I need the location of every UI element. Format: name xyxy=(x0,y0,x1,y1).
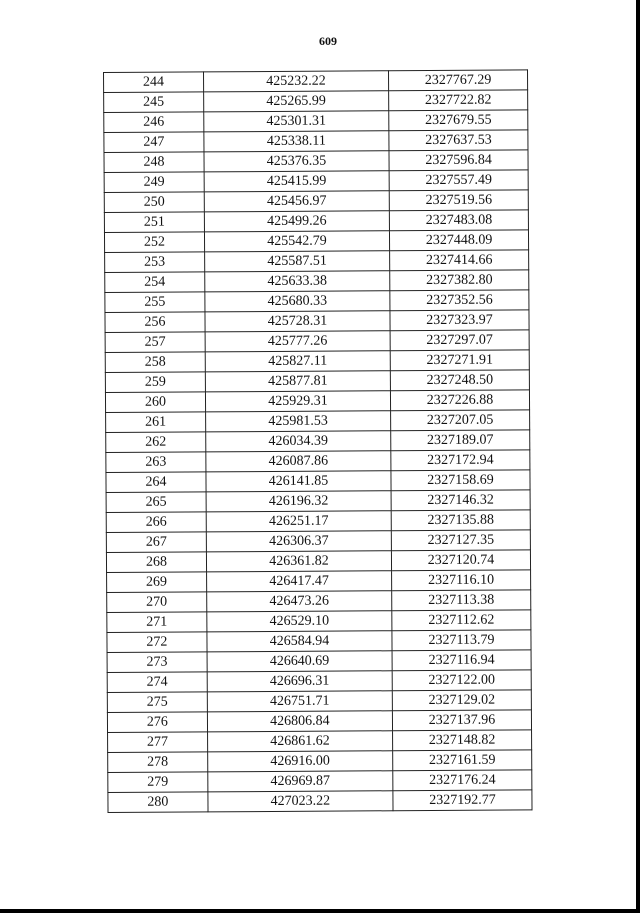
x-coordinate-cell: 425499.26 xyxy=(204,211,389,232)
point-number-cell: 268 xyxy=(106,552,206,573)
y-coordinate-cell: 2327176.24 xyxy=(393,770,532,791)
y-coordinate-cell: 2327271.91 xyxy=(390,350,529,371)
y-coordinate-cell: 2327382.80 xyxy=(390,270,529,291)
table-row xyxy=(108,730,532,753)
point-number-cell: 259 xyxy=(105,372,205,393)
x-coordinate-cell: 425542.79 xyxy=(204,231,389,252)
y-coordinate-cell: 2327137.96 xyxy=(392,710,531,731)
x-coordinate-cell: 425265.99 xyxy=(203,91,388,112)
x-coordinate-cell: 426529.10 xyxy=(207,611,392,632)
y-coordinate-cell: 2327207.05 xyxy=(391,410,530,431)
table-row xyxy=(106,430,530,453)
table-row xyxy=(104,170,528,193)
point-number-cell: 256 xyxy=(105,312,205,333)
x-coordinate-cell: 426969.87 xyxy=(208,771,393,792)
table-row xyxy=(104,150,528,173)
y-coordinate-cell: 2327637.53 xyxy=(389,130,528,151)
table-row xyxy=(104,210,528,233)
table-row xyxy=(106,470,530,493)
table-row xyxy=(104,90,528,113)
point-number-cell: 254 xyxy=(105,272,205,293)
x-coordinate-cell: 426251.17 xyxy=(206,511,391,532)
point-number-cell: 273 xyxy=(107,652,207,673)
point-number-cell: 276 xyxy=(107,712,207,733)
table-row xyxy=(105,350,529,373)
point-number-cell: 248 xyxy=(104,152,204,173)
table-row xyxy=(104,190,528,213)
point-number-cell: 280 xyxy=(108,792,208,813)
point-number-cell: 275 xyxy=(107,692,207,713)
y-coordinate-cell: 2327192.77 xyxy=(393,790,532,811)
table-row xyxy=(106,490,530,513)
x-coordinate-cell: 425827.11 xyxy=(205,351,390,372)
point-number-cell: 255 xyxy=(105,292,205,313)
y-coordinate-cell: 2327120.74 xyxy=(391,550,530,571)
table-row xyxy=(104,70,528,93)
point-number-cell: 267 xyxy=(106,532,206,553)
x-coordinate-cell: 426640.69 xyxy=(207,651,392,672)
point-number-cell: 266 xyxy=(106,512,206,533)
y-coordinate-cell: 2327557.49 xyxy=(389,170,528,191)
point-number-cell: 249 xyxy=(104,172,204,193)
y-coordinate-cell: 2327172.94 xyxy=(391,450,530,471)
x-coordinate-cell: 426087.86 xyxy=(206,451,391,472)
x-coordinate-cell: 425929.31 xyxy=(205,391,390,412)
point-number-cell: 258 xyxy=(105,352,205,373)
table-row xyxy=(105,390,529,413)
y-coordinate-cell: 2327135.88 xyxy=(391,510,530,531)
y-coordinate-cell: 2327113.79 xyxy=(392,630,531,651)
point-number-cell: 264 xyxy=(106,472,206,493)
x-coordinate-cell: 426417.47 xyxy=(206,571,391,592)
point-number-cell: 251 xyxy=(104,212,204,233)
table-row xyxy=(106,530,530,553)
table-row xyxy=(107,710,531,733)
x-coordinate-cell: 425728.31 xyxy=(205,311,390,332)
y-coordinate-cell: 2327148.82 xyxy=(393,730,532,751)
y-coordinate-cell: 2327116.10 xyxy=(392,570,531,591)
table-row xyxy=(105,330,529,353)
table-row xyxy=(105,370,529,393)
y-coordinate-cell: 2327113.38 xyxy=(392,590,531,611)
x-coordinate-cell: 425232.22 xyxy=(203,71,388,92)
y-coordinate-cell: 2327146.32 xyxy=(391,490,530,511)
point-number-cell: 270 xyxy=(107,592,207,613)
table-row xyxy=(106,450,530,473)
table-row xyxy=(106,550,530,573)
x-coordinate-cell: 426034.39 xyxy=(206,431,391,452)
x-coordinate-cell: 426696.31 xyxy=(207,671,392,692)
point-number-cell: 272 xyxy=(107,632,207,653)
point-number-cell: 252 xyxy=(104,232,204,253)
point-number-cell: 253 xyxy=(105,252,205,273)
table-row xyxy=(107,590,531,613)
point-number-cell: 247 xyxy=(104,132,204,153)
table-row xyxy=(104,110,528,133)
x-coordinate-cell: 426861.62 xyxy=(207,731,392,752)
point-number-cell: 250 xyxy=(104,192,204,213)
point-number-cell: 279 xyxy=(108,772,208,793)
x-coordinate-cell: 425415.99 xyxy=(204,171,389,192)
x-coordinate-cell: 425777.26 xyxy=(205,331,390,352)
x-coordinate-cell: 426306.37 xyxy=(206,531,391,552)
table-row xyxy=(105,270,529,293)
x-coordinate-cell: 426916.00 xyxy=(208,751,393,772)
x-coordinate-cell: 425680.33 xyxy=(205,291,390,312)
x-coordinate-cell: 425376.35 xyxy=(204,151,389,172)
y-coordinate-cell: 2327122.00 xyxy=(392,670,531,691)
page-number: 609 xyxy=(319,34,337,48)
x-coordinate-cell: 425981.53 xyxy=(205,411,390,432)
x-coordinate-cell: 426806.84 xyxy=(207,711,392,732)
table-row xyxy=(104,230,528,253)
y-coordinate-cell: 2327248.50 xyxy=(390,370,529,391)
y-coordinate-cell: 2327767.29 xyxy=(389,70,528,91)
x-coordinate-cell: 425338.11 xyxy=(204,131,389,152)
y-coordinate-cell: 2327679.55 xyxy=(389,110,528,131)
table-row xyxy=(106,410,530,433)
table-row xyxy=(107,630,531,653)
y-coordinate-cell: 2327112.62 xyxy=(392,610,531,631)
table-row xyxy=(107,570,531,593)
x-coordinate-cell: 425301.31 xyxy=(204,111,389,132)
point-number-cell: 277 xyxy=(108,732,208,753)
point-number-cell: 244 xyxy=(104,72,204,93)
point-number-cell: 261 xyxy=(106,412,206,433)
y-coordinate-cell: 2327161.59 xyxy=(393,750,532,771)
y-coordinate-cell: 2327189.07 xyxy=(391,430,530,451)
point-number-cell: 274 xyxy=(107,672,207,693)
y-coordinate-cell: 2327323.97 xyxy=(390,310,529,331)
y-coordinate-cell: 2327127.35 xyxy=(391,530,530,551)
point-number-cell: 260 xyxy=(105,392,205,413)
y-coordinate-cell: 2327116.94 xyxy=(392,650,531,671)
table-row xyxy=(107,650,531,673)
point-number-cell: 269 xyxy=(107,572,207,593)
table-row xyxy=(108,750,532,773)
table-row xyxy=(107,610,531,633)
point-number-cell: 278 xyxy=(108,752,208,773)
y-coordinate-cell: 2327483.08 xyxy=(389,210,528,231)
x-coordinate-cell: 426473.26 xyxy=(207,591,392,612)
y-coordinate-cell: 2327519.56 xyxy=(389,190,528,211)
x-coordinate-cell: 425633.38 xyxy=(205,271,390,292)
point-number-cell: 245 xyxy=(104,92,204,113)
point-number-cell: 246 xyxy=(104,112,204,133)
table-row xyxy=(105,250,529,273)
y-coordinate-cell: 2327414.66 xyxy=(390,250,529,271)
table-row xyxy=(105,310,529,333)
x-coordinate-cell: 426584.94 xyxy=(207,631,392,652)
table-row xyxy=(108,790,532,813)
coordinate-table xyxy=(103,69,533,813)
y-coordinate-cell: 2327596.84 xyxy=(389,150,528,171)
x-coordinate-cell: 426751.71 xyxy=(207,691,392,712)
point-number-cell: 271 xyxy=(107,612,207,633)
x-coordinate-cell: 425877.81 xyxy=(205,371,390,392)
y-coordinate-cell: 2327352.56 xyxy=(390,290,529,311)
point-number-cell: 265 xyxy=(106,492,206,513)
x-coordinate-cell: 427023.22 xyxy=(208,791,393,812)
table-row xyxy=(107,670,531,693)
y-coordinate-cell: 2327297.07 xyxy=(390,330,529,351)
y-coordinate-cell: 2327722.82 xyxy=(389,90,528,111)
y-coordinate-cell: 2327226.88 xyxy=(390,390,529,411)
table-row xyxy=(108,770,532,793)
y-coordinate-cell: 2327129.02 xyxy=(392,690,531,711)
y-coordinate-cell: 2327158.69 xyxy=(391,470,530,491)
point-number-cell: 263 xyxy=(106,452,206,473)
x-coordinate-cell: 425587.51 xyxy=(204,251,389,272)
point-number-cell: 262 xyxy=(106,432,206,453)
table-row xyxy=(105,290,529,313)
coordinate-table-body xyxy=(104,70,533,813)
y-coordinate-cell: 2327448.09 xyxy=(390,230,529,251)
x-coordinate-cell: 426196.32 xyxy=(206,491,391,512)
point-number-cell: 257 xyxy=(105,332,205,353)
table-row xyxy=(107,690,531,713)
table-row xyxy=(106,510,530,533)
table-row xyxy=(104,130,528,153)
x-coordinate-cell: 426361.82 xyxy=(206,551,391,572)
x-coordinate-cell: 425456.97 xyxy=(204,191,389,212)
x-coordinate-cell: 426141.85 xyxy=(206,471,391,492)
